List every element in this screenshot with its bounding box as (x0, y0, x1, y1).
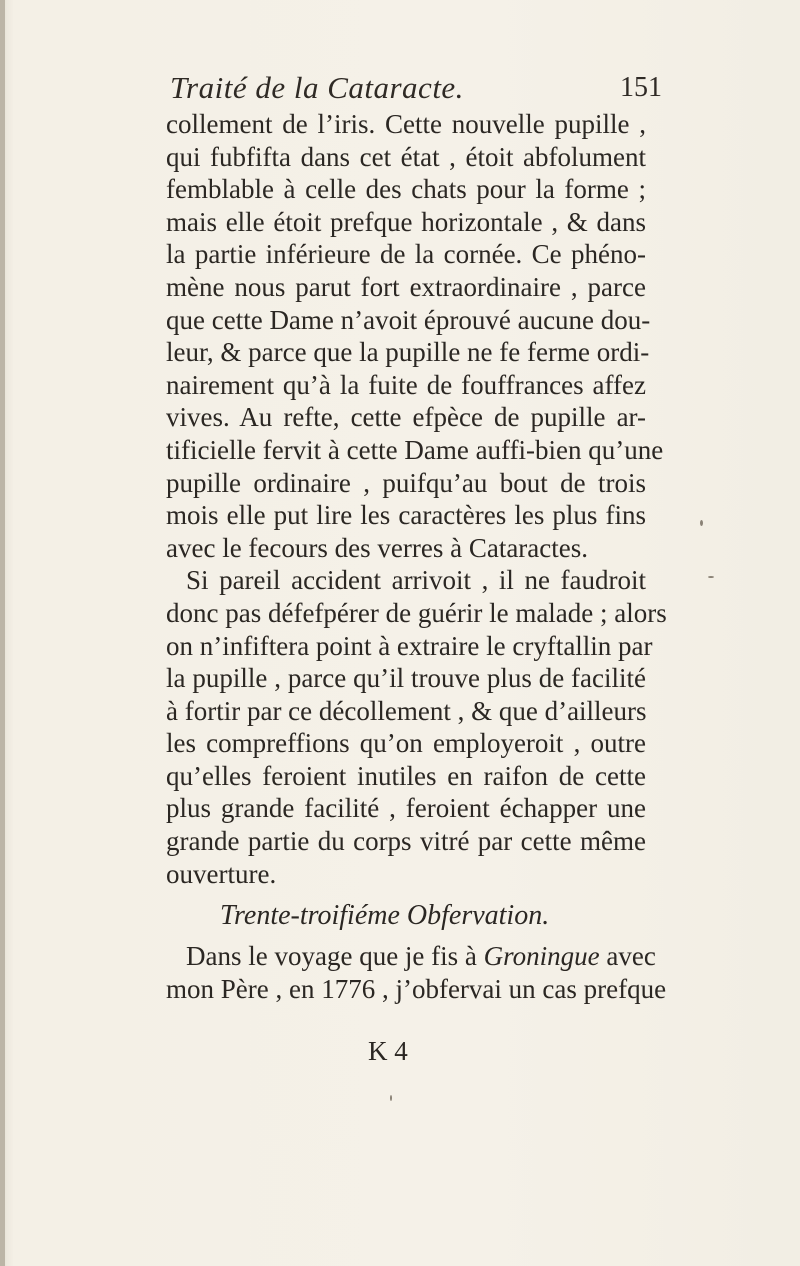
text-line: donc pas défefpérer de guérir le malade ; alors (166, 597, 667, 628)
text-run: avec (599, 941, 656, 971)
text-line: grande partie du corps vitré par cette même (166, 826, 646, 857)
text-line: leur, & parce que la pupille ne fe ferme ordi- (166, 337, 650, 368)
text-line: la pupille , parce qu’il trouve plus de facilité (166, 663, 646, 694)
text-line: ouverture. (166, 858, 277, 889)
paper-speck (390, 1095, 392, 1101)
text-line (166, 940, 656, 973)
text-line: mais elle étoit prefque horizontale , & dans (166, 206, 646, 237)
text-run: Dans le voyage que je fis à (186, 941, 484, 971)
text-line: que cette Dame n’avoit éprouvé aucune dou- (166, 304, 651, 335)
text-line: femblable à celle des chats pour la forme ; (166, 174, 646, 205)
signature-mark: K 4 (368, 1036, 408, 1066)
page-binding-edge (0, 0, 5, 1266)
text-line: nairement qu’à la fuite de fouffrances affez (166, 369, 646, 400)
text-line: mon Père , en 1776 , j’obfervai un cas prefque (166, 973, 667, 1004)
text-line: mène nous parut fort extraordinaire , parce (166, 271, 646, 302)
running-title: Traité de la Cataracte. (170, 70, 464, 105)
text-line: qu’elles feroient inutiles en raifon de cette (166, 760, 646, 791)
page-number: 151 (620, 72, 662, 103)
paper-speck (700, 520, 703, 526)
text-line: pupille ordinaire , puifqu’au bout de trois (166, 467, 646, 498)
second-text-block (166, 940, 667, 1005)
text-line: à fortir par ce décollement , & que d’ailleurs (166, 695, 647, 726)
text-line: les compreffions qu’on employeroit , outre (166, 728, 646, 759)
text-line: plus grande facilité , feroient échapper une (166, 793, 646, 824)
text-line: la partie inférieure de la cornée. Ce phéno- (166, 239, 646, 270)
text-line: vives. Au refte, cette efpèce de pupille ar- (166, 402, 646, 433)
main-text-block (166, 108, 667, 890)
page-header (130, 70, 670, 110)
text-line: avec le fecours des verres à Cataractes. (166, 532, 589, 563)
text-line: tificielle fervit à cette Dame auffi-bien qu’une (166, 434, 664, 465)
text-line: qui fubfifta dans cet état , étoit abfolument (166, 141, 646, 172)
text-line: Si pareil accident arrivoit , il ne faudroit (186, 565, 646, 596)
text-line: mois elle put lire les caractères les plus fins (166, 500, 646, 531)
paper-speck (708, 576, 714, 578)
text-line: collement de l’iris. Cette nouvelle pupille , (166, 109, 646, 139)
text-line: on n’infiftera point à extraire le cryftallin par (166, 630, 653, 661)
section-heading: Trente-troifiéme Obfervation. (220, 900, 550, 931)
place-name: Groningue (483, 941, 600, 971)
